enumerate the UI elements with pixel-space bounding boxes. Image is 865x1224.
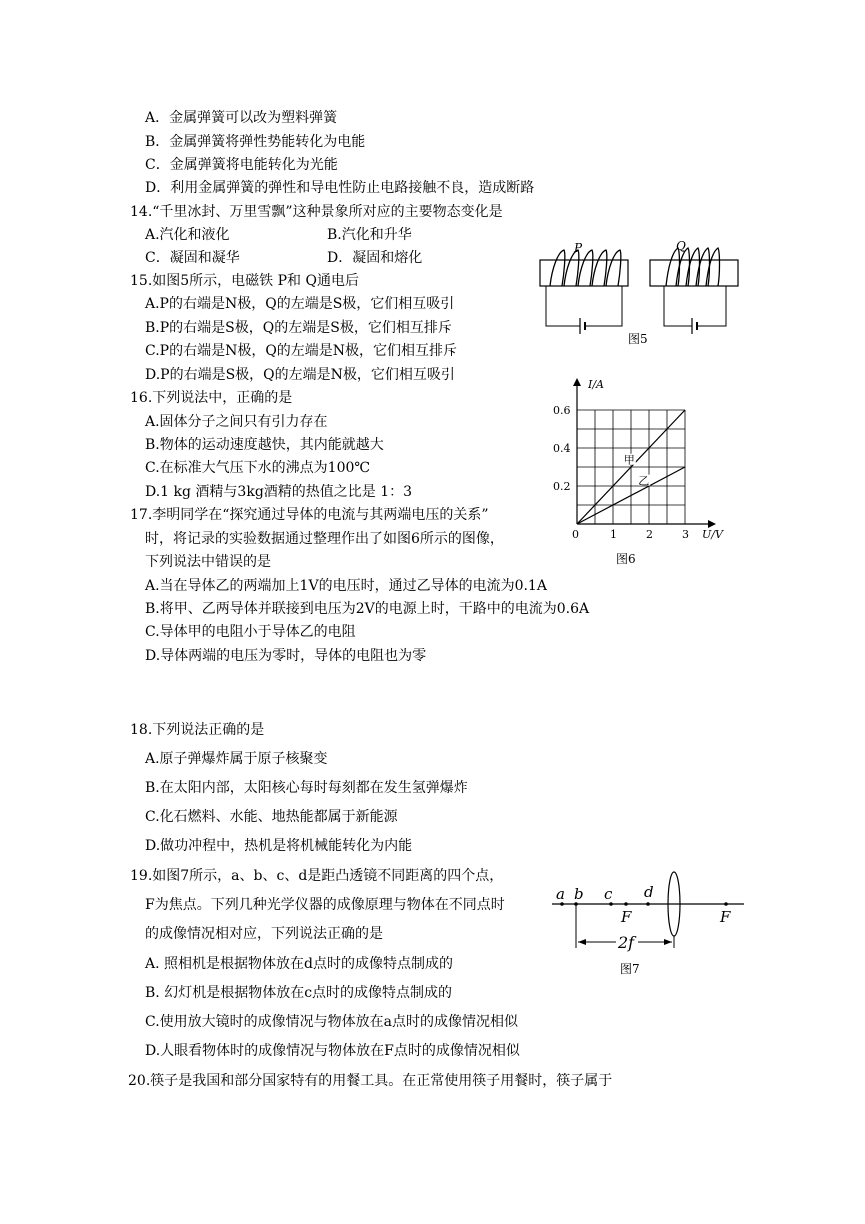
q18-option-d: D.做功冲程中，热机是将机械能转化为内能	[145, 838, 413, 854]
q17-option-d: D.导体两端的电压为零时，导体的电阻也为零	[145, 648, 427, 664]
distance-arrowhead-right	[664, 939, 672, 945]
q15-option-b: B.P的右端是S极，Q的左端是S极，它们相互排斥	[145, 320, 452, 336]
q13-option-b: B．金属弹簧将弹性势能转化为电能	[145, 134, 366, 150]
q14-option-a: A.汽化和液化	[145, 227, 230, 243]
wire-q-right	[697, 286, 726, 326]
q18-option-a: A.原子弹爆炸属于原子核聚变	[145, 751, 328, 767]
q19-stem-line-3: 的成像情况相对应，下列说法正确的是	[145, 926, 383, 942]
origin-label: 0	[572, 528, 579, 541]
q17-stem-line-2: 时，将记录的实验数据通过整理作出了如图6所示的图像，	[145, 531, 504, 547]
y-tick-label: 0.2	[553, 480, 571, 493]
x-tick-label: 2	[646, 528, 653, 541]
q17-option-b: B.将甲、乙两导体并联接到电压为2V的电源上时，干路中的电流为0.6A	[145, 601, 590, 617]
label-p: P	[574, 241, 583, 255]
figure-6-iu-graph	[548, 372, 728, 542]
q15-stem: 15.如图5所示，电磁铁 P和 Q通电后	[130, 273, 359, 289]
q14-option-c: C．凝固和凝华	[145, 250, 240, 266]
q17-stem-line-1: 17.李明同学在“探究通过导体的电流与其两端电压的关系”	[130, 507, 489, 523]
distance-label: 2f	[618, 933, 635, 952]
focus-right-label: F	[720, 908, 731, 926]
q19-option-a: A. 照相机是根据物体放在d点时的成像特点制成的	[145, 956, 453, 972]
q18-stem: 18.下列说法正确的是	[130, 722, 265, 738]
point-d-label: d	[644, 883, 654, 901]
figure-7-caption: 图7	[620, 962, 640, 976]
wire-p-left	[546, 286, 580, 326]
q15-option-c: C.P的右端是N极，Q的左端是N极，它们相互排斥	[145, 343, 458, 359]
q20-stem: 20.筷子是我国和部分国家特有的用餐工具。在正常使用筷子用餐时，筷子属于	[128, 1073, 613, 1089]
q18-option-c: C.化石燃料、水能、地热能都属于新能源	[145, 809, 398, 825]
distance-arrowhead-left	[578, 939, 586, 945]
q16-option-b: B.物体的运动速度越快，其内能就越大	[145, 437, 384, 453]
q13-option-a: A．金属弹簧可以改为塑料弹簧	[145, 110, 338, 126]
q18-option-b: B.在太阳内部，太阳核心每时每刻都在发生氢弹爆炸	[145, 780, 468, 796]
core-p	[540, 260, 628, 286]
y-axis-arrow	[573, 378, 581, 386]
point-b-label: b	[574, 885, 584, 903]
q19-option-b: B. 幻灯机是根据物体放在c点时的成像特点制成的	[145, 985, 453, 1001]
q14-option-b: B.汽化和升华	[327, 227, 412, 243]
y-tick-label: 0.4	[553, 442, 571, 455]
core-q	[650, 260, 738, 286]
q17-option-a: A.当在导体乙的两端加上1V的电压时，通过乙导体的电流为0.1A	[145, 578, 547, 594]
focus-left-label: F	[621, 908, 632, 926]
q17-option-c: C.导体甲的电阻小于导体乙的电阻	[145, 624, 356, 640]
q13-option-c: C．金属弹簧将电能转化为光能	[145, 157, 338, 173]
figure-5-caption: 图5	[628, 332, 648, 346]
figure-6-caption: 图6	[616, 552, 636, 566]
q15-option-d: D.P的右端是S极，Q的左端是N极，它们相互吸引	[145, 367, 455, 383]
q16-stem: 16.下列说法中，正确的是	[130, 390, 293, 406]
q19-stem-line-2: F为焦点。下列几种光学仪器的成像原理与物体在不同点时	[145, 897, 505, 913]
q16-option-c: C.在标准大气压下水的沸点为100℃	[145, 460, 371, 476]
series-label-2: 乙	[638, 474, 650, 488]
wire-q-left	[664, 286, 692, 326]
q15-option-a: A.P的右端是N极，Q的左端是S极，它们相互吸引	[145, 296, 455, 312]
label-q: Q	[676, 239, 686, 253]
y-axis-label: I/A	[588, 378, 604, 391]
x-axis-label: U/V	[702, 528, 723, 541]
coil-q	[666, 248, 720, 286]
q14-stem: 14.“千里冰封、万里雪飘”这种景象所对应的主要物态变化是	[130, 204, 503, 220]
q13-option-d: D．利用金属弹簧的弹性和导电性防止电路接触不良，造成断路	[145, 180, 535, 196]
x-axis-arrow	[708, 520, 716, 528]
q16-option-a: A.固体分子之间只有引力存在	[145, 414, 328, 430]
wire-p-right	[585, 286, 622, 326]
q14-option-d: D．凝固和熔化	[327, 250, 423, 266]
q19-option-d: D.人眼看物体时的成像情况与物体放在F点时的成像情况相似	[145, 1043, 520, 1059]
series-label-1: 甲	[623, 453, 635, 467]
point-focus-left-dot	[624, 902, 628, 906]
x-tick-label: 1	[610, 528, 617, 541]
y-tick-label: 0.6	[553, 404, 571, 417]
x-tick-label: 3	[682, 528, 689, 541]
point-focus-right-dot	[724, 902, 728, 906]
point-d-dot	[646, 902, 650, 906]
q19-option-c: C.使用放大镜时的成像情况与物体放在a点时的成像情况相似	[145, 1014, 519, 1030]
q16-option-d: D.1 kg 酒精与3kg酒精的热值之比是 1：3	[145, 484, 413, 500]
q19-stem-line-1: 19.如图7所示，a、b、c、d是距凸透镜不同距离的四个点，	[130, 868, 504, 884]
coil-p	[550, 250, 621, 286]
point-c-label: c	[604, 885, 613, 903]
point-a-label: a	[556, 885, 565, 903]
q17-stem-line-3: 下列说法中错误的是	[145, 554, 271, 570]
figure-7-convex-lens	[548, 840, 748, 960]
